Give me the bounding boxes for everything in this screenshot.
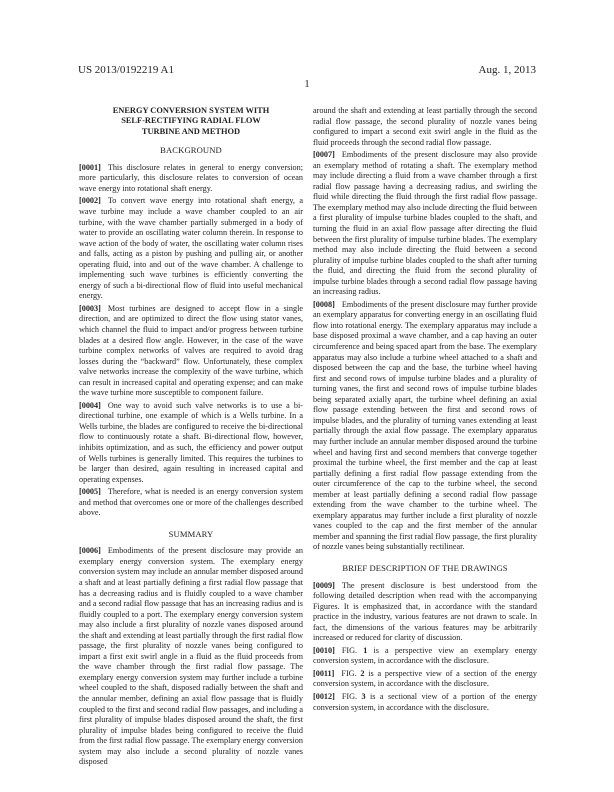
figure-number: 1 [363, 645, 368, 655]
paragraph-0010 [313, 646, 537, 667]
paragraph-text: Embodiments of the present disclosure may further provide an exemplary apparatus for converting energy in an oscillating fluid flow into rotational energy. The exemplary apparatus may include a base disposed proximal a wave chamber, and a cap having an outer circumference and being spaced apart from the base. The exemplary apparatus may also include a turbine wheel attached to a shaft and disposed between the cap and the base, the turbine wheel having first and second rows of impulse turbine blades and a plurality of turning vanes, the first and second rows of impulse turbine blades being separated axially apart, the turbine wheel defining an axial flow passage extending between the first and second rows of impulse blades, and the plurality of turning vanes extending at least partially through the axial flow passage. The exemplary apparatus may further include an annular member disposed around the turbine wheel and having first and second members that converge together proximal the turbine wheel, the first member and the cap at least partially defining a first radial flow passage extending from the outer circumference of the cap to the turbine wheel, the second member at least partially defining a second radial flow passage extending from the wave chamber to the turbine wheel. The exemplary apparatus may further include a first plurality of nozzle vanes coupled to the cap and the first member of the annular member and spanning the first radial flow passage, the first plurality of nozzle vanes being substantially rectilinear. [313, 299, 537, 552]
paragraph-text: The present disclosure is best understood from the following detailed description when read with the accompanying Figures. It is emphasized that, in accordance with the standard practice in the industry, various features are not drawn to scale. In fact, the dimensions of the various features may be arbitrarily increased or reduced for clarity of discussion. [313, 580, 537, 643]
paragraph-0001 [79, 163, 303, 195]
publication-number: US 2013/0192219 A1 [78, 64, 174, 76]
page-number: 1 [304, 79, 310, 90]
paragraph-number: [0003] [79, 303, 101, 313]
paragraph-text: This disclosure relates in general to energy conversion; more particularly, this disclosure relates to conversion of ocean wave energy into rotational shaft energy. [79, 162, 303, 193]
paragraph-text: To convert wave energy into rotational shaft energy, a wave turbine may include a wave chamber coupled to an air turbine, with the wave chamber partially submerged in a body of water to provide an oscillating water column therein. In response to wave action of the body of water, the oscillating water column rises and falls, acting as a piston by pushing and pulling air, or another operating fluid, into and out of the wave chamber. A challenge to implementing such wave turbines is efficiently converting the energy of such a bi-directional flow of fluid into useful mechanical energy. [79, 196, 303, 301]
paragraph-number: [0012] [313, 691, 335, 701]
paragraph-text: Embodiments of the present disclosure may also provide an exemplary method of rotating a shaft. The exemplary method may include directing a fluid from a wave chamber through a first radial flow passage having a decreasing radius, and swirling the fluid while directing the fluid through the first radial flow passage. The exemplary method may also include directing the fluid between a first plurality of impulse turbine blades coupled to the shaft, and turning the fluid in an axial flow passage after directing the fluid between the first plurality of impulse turbine blades. The exemplary method may also include directing the fluid between a second plurality of impulse turbine blades coupled to the shaft after turning the fluid, and directing the fluid from the second plurality of impulse turbine blades through a second radial flow passage having an increasing radius. [313, 150, 537, 297]
figure-number: 2 [360, 668, 365, 678]
section-heading-background: BACKGROUND [160, 145, 222, 156]
paragraph-text: is a sectional view of a portion of the energy conversion system, in accordance with the disclosure. [313, 691, 537, 712]
paragraph-text: is a perspective view of a section of the energy conversion system, in accordance with the disclosure. [313, 668, 537, 689]
paragraph-number: [0002] [79, 196, 101, 206]
paragraph-number: [0005] [79, 487, 101, 497]
paragraph-number: [0008] [313, 299, 335, 309]
paragraph-0005 [79, 487, 303, 519]
paragraph-0007 [313, 150, 537, 298]
paragraph-0003 [79, 304, 303, 399]
paragraph-0008 [313, 300, 537, 553]
section-heading-summary: SUMMARY [168, 528, 214, 539]
paragraph-number: [0007] [313, 150, 335, 160]
title-line: ENERGY CONVERSION SYSTEM WITH [112, 106, 270, 115]
paragraph-text: One way to avoid such valve networks is to use a bi-directional turbine, one example of which is a Wells turbine. In a Wells turbine, the blades are configured to receive the bi-directional flow to continuously rotate a shaft. Bi-directional flow, however, inhibits optimization, and as such, the efficiency and power output of Wells turbines is generally limited. This requires the turbines to be larger than desired, again resulting in increased capital and operating expenses. [79, 400, 303, 484]
document-title [79, 106, 303, 137]
paragraph-0004 [79, 401, 303, 485]
title-line: SELF-RECTIFYING RADIAL FLOW [121, 116, 261, 126]
paragraph-text: Therefore, what is needed is an energy conversion system and method that overcomes one or more of the challenges described above. [79, 487, 303, 518]
paragraph-number: [0010] [313, 645, 335, 655]
paragraph-0012 [313, 692, 537, 713]
paragraph-0006 [79, 546, 303, 767]
title-line: TURBINE AND METHOD [141, 126, 241, 136]
fig-prefix: FIG. [341, 668, 361, 678]
publication-date: Aug. 1, 2013 [478, 64, 536, 76]
paragraph-number: [0006] [79, 546, 101, 556]
paragraph-text: Most turbines are designed to accept flow in a single direction, and are optimized to direct the flow using stator vanes, which channel the fluid to impact and/or progress between turbine blades at a desired flow angle. However, in the case of the wave turbine complex networks of valves are required to avoid drag losses during the “backward” flow. Unfortunately, these complex valve networks increase the complexity of the wave turbine, which can result in increased capital and operating expense; and can make the wave turbine more susceptible to component failure. [79, 303, 303, 398]
paragraph-0009 [313, 581, 537, 644]
right-column [313, 106, 537, 715]
paragraph-number: [0004] [79, 400, 101, 410]
paragraph-0006-continued [313, 106, 537, 148]
fig-prefix: FIG. [341, 691, 362, 701]
paragraph-text: around the shaft and extending at least partially through the second radial flow passage, the second plurality of nozzle vanes being configured to impart a second exit swirl angle in the fluid as the fluid proceeds through the second radial flow passage. [313, 106, 537, 147]
paragraph-text: Embodiments of the present disclosure may provide an exemplary energy conversion system. The exemplary energy conversion system may include an annular member disposed around a shaft and at least partially defining a first radial flow passage that has a decreasing radius and is fluidly coupled to a wave chamber and a second radial flow passage that has an increasing radius and is fluidly coupled to a port. The exemplary energy conversion system may also include a first plurality of nozzle vanes disposed around the shaft and extending at least partially through the first radial flow passage, the first plurality of nozzle vanes being configured to impart a first exit swirl angle in a fluid as the fluid proceeds from the wave chamber through the first radial flow passage. The exemplary energy conversion system may further include a turbine wheel coupled to the shaft, disposed radially between the shaft and the annular member, defining an axial flow passage that is fluidly coupled to the first and second radial flow passages, and including a first plurality of impulse blades disposed around the shaft, the first plurality of impulse blades being configured to receive the fluid from the first radial flow passage. The exemplary energy conversion system may also include a second plurality of nozzle vanes disposed [79, 546, 303, 767]
fig-prefix: FIG. [341, 645, 364, 655]
paragraph-0011 [313, 669, 537, 690]
paragraph-text: is a perspective view an exemplary energy conversion system, in accordance with the disclosure. [313, 645, 537, 666]
paragraph-number: [0011] [313, 668, 335, 678]
paragraph-0002 [79, 196, 303, 301]
section-heading-drawings: BRIEF DESCRIPTION OF THE DRAWINGS [342, 562, 508, 573]
left-column [79, 106, 303, 770]
figure-number: 3 [361, 691, 366, 701]
paragraph-number: [0009] [313, 580, 335, 590]
paragraph-number: [0001] [79, 162, 101, 172]
